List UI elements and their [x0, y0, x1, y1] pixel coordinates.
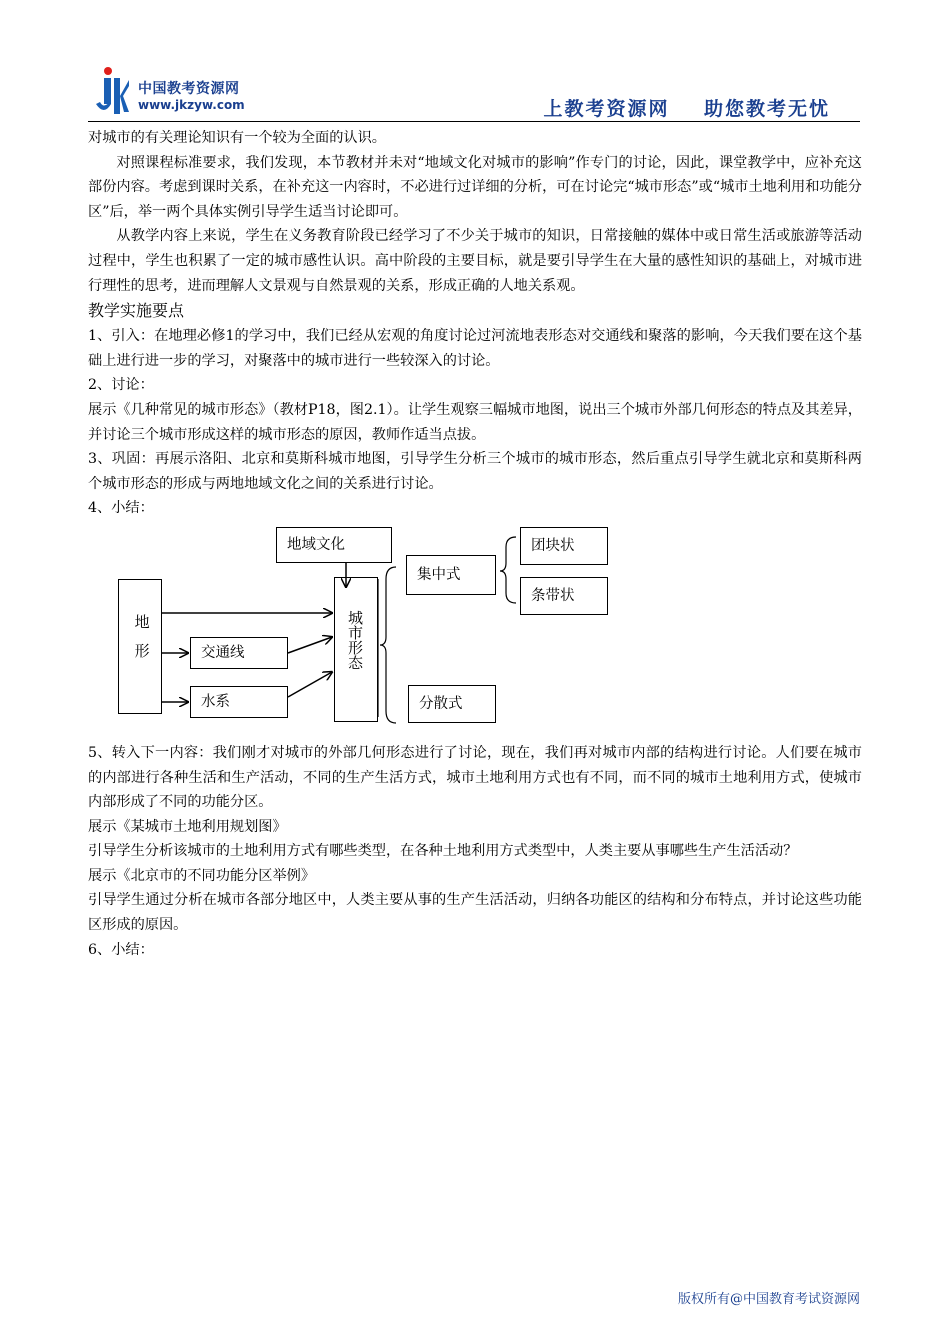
transport-box: 交通线 — [190, 637, 288, 669]
document-body — [88, 126, 862, 962]
terrain-label: 地形 — [132, 613, 151, 672]
discussion-detail: 展示《几种常见的城市形态》（教材P18，图2.1）。让学生观察三幅城市地图，说出三个城市外部几何形态的特点及其差异，并讨论三个城市形成这样的城市形态的原因，教师作适当点拔。 — [88, 401, 862, 443]
site-url[interactable]: www.jkzyw.com — [138, 98, 245, 112]
header-divider — [88, 121, 860, 122]
section-title: 教学实施要点 — [88, 301, 185, 321]
block-shape-box: 团块状 — [520, 527, 608, 565]
dispersed-box: 分散式 — [408, 685, 496, 723]
guide-question-zones: 引导学生通过分析在城市各部分地区中，人类主要从事的生产生活活动，归纳各功能区的结构和分布特点，并讨论这些功能区形成的原因。 — [88, 892, 862, 934]
show-beijing-zones: 展示《北京市的不同功能分区举例》 — [88, 867, 316, 884]
step-summary: 4、小结： — [88, 500, 154, 517]
step-next-content: 5、转入下一内容：我们刚才对城市的外部几何形态进行了讨论，现在，我们再对城市内部的结构进行讨论。人们要在城市的内部进行各种生活和生产活动，不同的生产生活方式，城市土地利用方式也有不同，而不同的城市土地利用方式，使城市内部形成了不同的功能分区。 — [88, 744, 862, 811]
step-introduction: 1、引入：在地理必修1的学习中，我们已经从宏观的角度讨论过河流地表形态对交通线和聚落的影响，今天我们要在这个基础上进行进一步的学习，对聚落中的城市进行一些较深入的讨论。 — [88, 328, 862, 369]
step-discussion: 2、讨论： — [88, 377, 154, 394]
regional-culture-box: 地域文化 — [276, 527, 392, 563]
copyright-footer: 版权所有@中国教育考试资源网 — [677, 1292, 860, 1307]
step-consolidation: 3、巩固：再展示洛阳、北京和莫斯科城市地图，引导学生分析三个城市的城市形态，然后重点引导学生就北京和莫斯科两个城市形态的形成与两地地域文化之间的关系进行讨论。 — [88, 451, 862, 492]
jk-logo-icon — [94, 66, 130, 116]
page-header — [88, 60, 860, 124]
terrain-box — [118, 579, 162, 714]
concentrated-box: 集中式 — [406, 555, 496, 595]
paragraph: 对城市的有关理论知识有一个较为全面的认识。 — [88, 130, 386, 146]
city-form-diagram — [88, 527, 862, 737]
paragraph: 从教学内容上来说，学生在义务教育阶段已经学习了不少关于城市的知识，日常接触的媒体中或日常生活或旅游等活动过程中，学生也积累了一定的城市感性认识。高中阶段的主要目标，就是要引导学生在大量的感性知识的基础上，对城市进行理性的思考，进而理解人文景观与自然景观的关系，形成正确的人地关系观。 — [88, 228, 862, 294]
strip-shape-box: 条带状 — [520, 577, 608, 615]
show-land-use-map: 展示《某城市土地利用规划图》 — [88, 818, 287, 835]
city-form-box — [334, 577, 378, 722]
city-form-label: 城市形态 — [346, 609, 364, 670]
water-system-box: 水系 — [190, 686, 288, 718]
step-final-summary: 6、小结： — [88, 941, 154, 958]
paragraph: 对照课程标准要求，我们发现，本节教材并未对“地域文化对城市的影响”作专门的讨论，因此，课堂教学中，应补充这部份内容。考虑到课时关系，在补充这一内容时，不必进行过详细的分析，可在讨论完“城市形态”或“城市土地利用和功能分区”后，举一两个具体实例引导学生适当讨论即可。 — [88, 154, 862, 220]
guide-question-land-use: 引导学生分析该城市的土地利用方式有哪些类型，在各种土地利用方式类型中，人类主要从事哪些生产生活活动？ — [88, 843, 798, 860]
site-name: 中国教考资源网 — [138, 81, 240, 97]
header-slogan: 上教考资源网 助您教考无忧 — [543, 98, 830, 120]
